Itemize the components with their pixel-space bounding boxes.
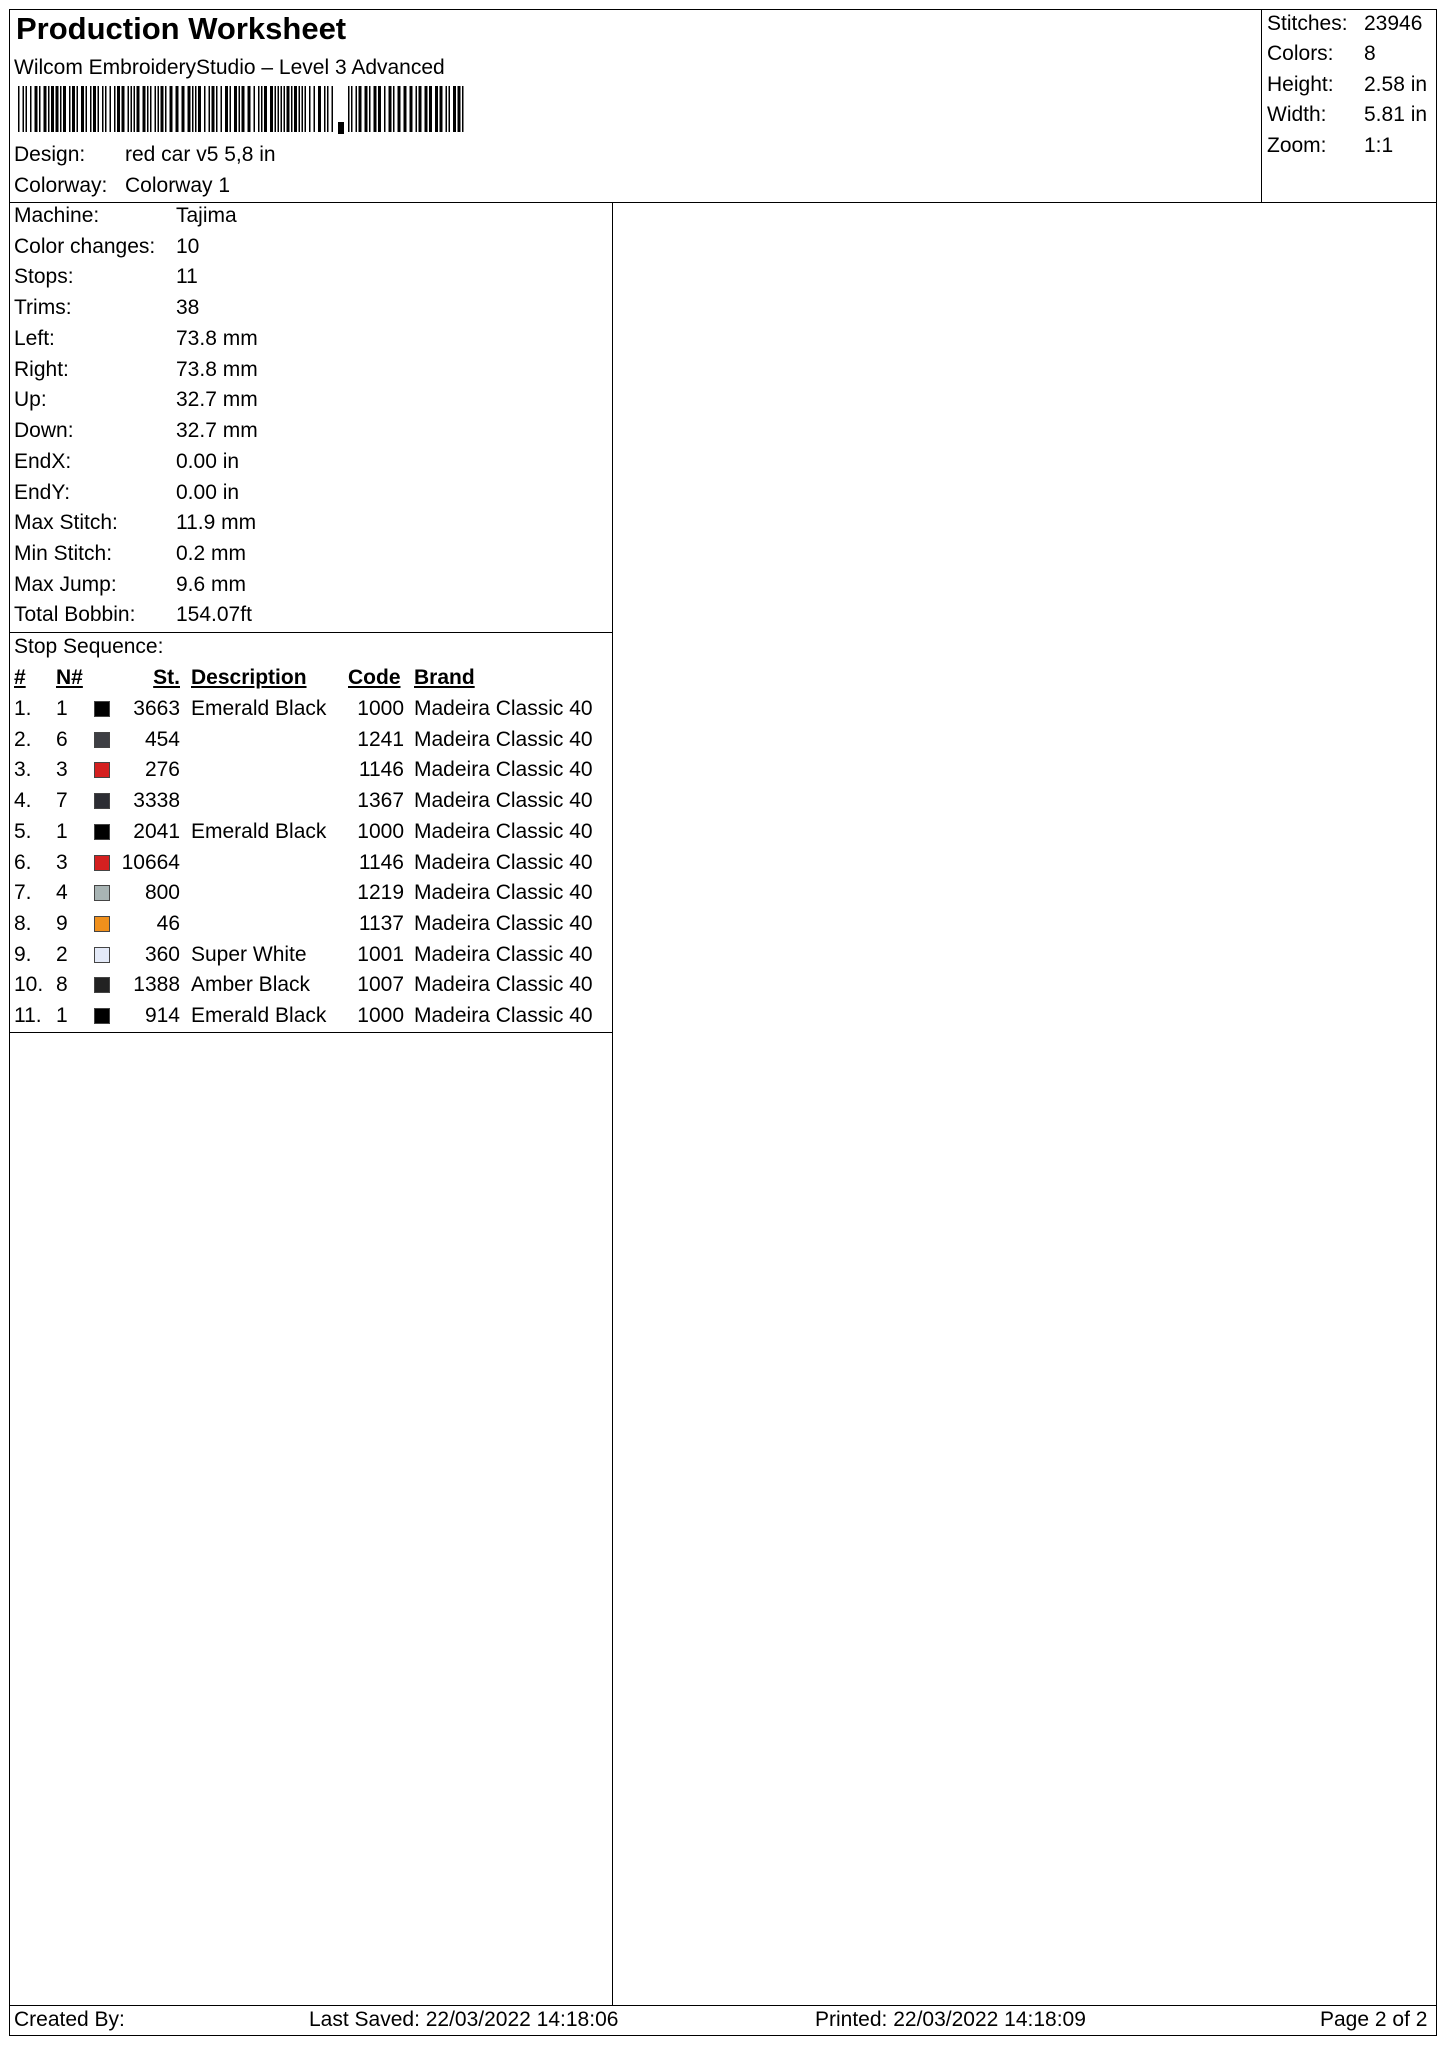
barcode-bar (90, 86, 92, 132)
barcode-bar (374, 86, 377, 132)
info-value: 73.8 mm (176, 327, 258, 350)
row-stitches: 46 (156, 912, 180, 935)
barcode-bar (294, 86, 297, 132)
row-num: 9. (14, 943, 32, 966)
barcode-bar (453, 86, 456, 132)
barcode-bar (150, 86, 152, 132)
barcode-bar (225, 86, 228, 132)
info-value: 0.2 mm (176, 542, 247, 565)
barcode-bar (44, 86, 47, 132)
thread-color-swatch (94, 701, 110, 717)
thread-color-swatch (94, 947, 110, 963)
thread-color-swatch (94, 1008, 110, 1024)
barcode-bar (309, 86, 311, 132)
barcode-bar (131, 86, 133, 132)
thread-color-swatch (94, 855, 110, 871)
barcode-bar (305, 86, 307, 132)
info-label: Min Stitch: (14, 542, 113, 565)
info-label: Machine: (14, 204, 100, 227)
barcode-bar (435, 86, 438, 132)
barcode-bar (242, 86, 245, 132)
stop-sequence-title: Stop Sequence: (14, 635, 164, 658)
footer-created-by: Created By: (14, 2008, 125, 2031)
row-description: Amber Black (191, 973, 311, 996)
info-value: 11.9 mm (176, 511, 257, 534)
barcode-bar (182, 86, 185, 132)
info-label: Left: (14, 327, 55, 350)
row-description: Emerald Black (191, 697, 327, 720)
info-label: Down: (14, 419, 74, 442)
barcode-bar (254, 86, 256, 132)
col-header-num: # (14, 666, 26, 689)
row-num: 1. (14, 697, 32, 720)
barcode-bar (302, 86, 304, 132)
barcode-bar (18, 86, 20, 132)
info-label: EndX: (14, 450, 72, 473)
barcode-bar (216, 86, 218, 132)
row-stitches: 2041 (133, 820, 180, 843)
row-num: 7. (14, 881, 32, 904)
barcode-bar (86, 86, 88, 132)
row-description: Super White (191, 943, 307, 966)
barcode-bar (462, 86, 464, 132)
stop-sequence-divider (9, 1032, 613, 1033)
row-brand: Madeira Classic 40 (414, 973, 593, 996)
barcode-bar (369, 86, 371, 132)
barcode-bar (258, 86, 260, 132)
info-label: Total Bobbin: (14, 603, 136, 626)
row-brand: Madeira Classic 40 (414, 1004, 593, 1027)
software-name: Wilcom EmbroideryStudio – Level 3 Advanced (14, 56, 445, 79)
barcode-bar (35, 86, 38, 132)
barcode-graphic (18, 86, 468, 136)
barcode-bar (384, 86, 386, 132)
row-brand: Madeira Classic 40 (414, 789, 593, 812)
barcode-bar (318, 86, 321, 132)
barcode-bar (348, 86, 350, 132)
barcode-bar (30, 86, 32, 132)
row-stitches: 1388 (133, 973, 180, 996)
summary-value: 8 (1364, 42, 1376, 65)
barcode-bar (425, 86, 428, 132)
barcode-bar (158, 86, 160, 132)
col-header-brand: Brand (414, 666, 475, 689)
info-label: Color changes: (14, 235, 156, 258)
row-num: 8. (14, 912, 32, 935)
info-value: 0.00 in (176, 481, 240, 504)
summary-value: 1:1 (1364, 134, 1394, 157)
thread-color-swatch (94, 732, 110, 748)
row-code: 1007 (357, 973, 404, 996)
barcode-separator (338, 122, 344, 134)
barcode-bar (404, 86, 407, 132)
barcode-bar (143, 86, 146, 132)
machine-info-divider (9, 632, 613, 633)
barcode-bar (359, 86, 362, 132)
barcode-bar (270, 86, 273, 132)
row-stitches: 800 (144, 881, 180, 904)
barcode-bar (356, 86, 358, 132)
barcode-bar (261, 86, 263, 132)
col-header-code: Code (348, 666, 401, 689)
barcode-bar (209, 86, 211, 132)
info-label: Max Jump: (14, 573, 117, 596)
barcode-bar (39, 86, 41, 132)
row-stitches: 454 (144, 728, 180, 751)
row-code: 1146 (358, 851, 404, 874)
barcode-bar (327, 86, 329, 132)
info-value: 11 (176, 265, 198, 288)
row-num: 5. (14, 820, 32, 843)
barcode-bar (281, 86, 283, 132)
info-label: Max Stitch: (14, 511, 118, 534)
row-num: 2. (14, 728, 32, 751)
row-num: 4. (14, 789, 32, 812)
row-code: 1367 (357, 789, 404, 812)
barcode-bar (416, 86, 418, 132)
summary-value: 23946 (1364, 12, 1423, 35)
barcode-bar (378, 86, 381, 132)
row-code: 1001 (357, 943, 404, 966)
info-label: EndY: (14, 481, 71, 504)
info-value: 38 (176, 296, 200, 319)
barcode-bar (60, 86, 62, 132)
summary-value: 5.81 in (1364, 103, 1428, 126)
row-code: 1000 (357, 697, 404, 720)
info-value: 32.7 mm (176, 388, 258, 411)
thread-color-swatch (94, 885, 110, 901)
footer-printed: Printed: 22/03/2022 14:18:09 (815, 2008, 1086, 2031)
info-label: Up: (14, 388, 47, 411)
row-num: 6. (14, 851, 32, 874)
barcode-bar (195, 86, 197, 132)
design-label: Design: (14, 143, 86, 166)
barcode-bar (419, 86, 422, 132)
thread-color-swatch (94, 916, 110, 932)
barcode-bar (284, 86, 286, 132)
barcode-bar (72, 86, 75, 132)
info-value: 0.00 in (176, 450, 240, 473)
row-brand: Madeira Classic 40 (414, 820, 593, 843)
barcode-bar (314, 86, 316, 132)
panel-divider (612, 202, 613, 2005)
barcode-bar (389, 86, 392, 132)
info-value: 9.6 mm (176, 573, 247, 596)
barcode-bar (332, 86, 334, 132)
row-stitches: 10664 (121, 851, 180, 874)
summary-label: Zoom: (1267, 134, 1327, 157)
info-value: 154.07ft (176, 603, 252, 626)
barcode-bar (105, 86, 107, 132)
row-needle: 4 (56, 881, 68, 904)
barcode-bar (234, 86, 237, 132)
barcode-bar (239, 86, 241, 132)
design-value: red car v5 5,8 in (125, 143, 276, 166)
row-num: 11. (14, 1004, 42, 1027)
row-needle: 1 (56, 820, 68, 843)
barcode-bar (147, 86, 149, 132)
barcode-bar (449, 86, 451, 132)
barcode-bar (264, 86, 267, 132)
summary-label: Stitches: (1267, 12, 1348, 35)
summary-divider (1261, 9, 1262, 203)
summary-label: Width: (1267, 103, 1327, 126)
info-label: Right: (14, 358, 69, 381)
summary-value: 2.58 in (1364, 73, 1428, 96)
thread-color-swatch (94, 793, 110, 809)
row-needle: 1 (56, 1004, 68, 1027)
row-stitches: 3663 (133, 697, 180, 720)
row-needle: 7 (56, 789, 68, 812)
barcode-bar (161, 86, 164, 132)
row-brand: Madeira Classic 40 (414, 728, 593, 751)
row-code: 1137 (358, 912, 404, 935)
row-needle: 8 (56, 973, 68, 996)
summary-label: Height: (1267, 73, 1334, 96)
row-code: 1241 (357, 728, 404, 751)
header-divider (9, 202, 1437, 203)
barcode-bar (221, 86, 223, 132)
barcode-bar (51, 86, 54, 132)
row-stitches: 276 (144, 758, 180, 781)
row-brand: Madeira Classic 40 (414, 881, 593, 904)
footer-page: Page 2 of 2 (1320, 2008, 1428, 2031)
row-brand: Madeira Classic 40 (414, 912, 593, 935)
row-stitches: 3338 (133, 789, 180, 812)
barcode-bar (287, 86, 290, 132)
thread-color-swatch (94, 762, 110, 778)
barcode-bar (170, 86, 173, 132)
barcode-bar (48, 86, 50, 132)
barcode-bar (165, 86, 167, 132)
row-code: 1000 (357, 1004, 404, 1027)
thread-color-swatch (94, 824, 110, 840)
info-label: Stops: (14, 265, 74, 288)
col-header-stitches: St. (153, 666, 180, 689)
page-title: Production Worksheet (16, 11, 347, 46)
barcode-bar (198, 86, 201, 132)
row-code: 1000 (357, 820, 404, 843)
barcode-bar (275, 86, 277, 132)
footer-divider (9, 2005, 1437, 2006)
barcode-bar (110, 86, 112, 132)
row-description: Emerald Black (191, 1004, 327, 1027)
barcode-bar (137, 86, 140, 132)
row-code: 1146 (358, 758, 404, 781)
barcode-bar (398, 86, 401, 132)
row-brand: Madeira Classic 40 (414, 851, 593, 874)
barcode-bar (192, 86, 194, 132)
row-description: Emerald Black (191, 820, 327, 843)
barcode-bar (299, 86, 301, 132)
thread-color-swatch (94, 977, 110, 993)
barcode-bar (291, 86, 293, 132)
colorway-value: Colorway 1 (125, 174, 231, 197)
barcode-bar (26, 86, 28, 132)
barcode-bar (351, 86, 353, 132)
barcode-bar (23, 86, 25, 132)
col-header-description: Description (191, 666, 307, 689)
barcode-bar (122, 86, 125, 132)
barcode-bar (393, 86, 395, 132)
row-brand: Madeira Classic 40 (414, 697, 593, 720)
barcode-bar (188, 86, 191, 132)
barcode-bar (440, 86, 443, 132)
barcode-bar (278, 86, 280, 132)
row-stitches: 360 (144, 943, 180, 966)
col-header-needle: N# (56, 666, 83, 689)
barcode-bar (176, 86, 179, 132)
barcode-bar (128, 86, 130, 132)
row-needle: 3 (56, 758, 68, 781)
row-needle: 6 (56, 728, 68, 751)
barcode-bar (134, 86, 136, 132)
barcode-bar (102, 86, 104, 132)
barcode-bar (155, 86, 157, 132)
row-needle: 9 (56, 912, 68, 935)
barcode-bar (324, 86, 326, 132)
footer-last-saved: Last Saved: 22/03/2022 14:18:06 (309, 2008, 619, 2031)
barcode-bar (69, 86, 71, 132)
barcode-bar (77, 86, 79, 132)
summary-label: Colors: (1267, 42, 1334, 65)
barcode-bar (117, 86, 120, 132)
barcode-bar (93, 86, 96, 132)
barcode-bar (446, 86, 448, 132)
row-stitches: 914 (144, 1004, 180, 1027)
row-brand: Madeira Classic 40 (414, 758, 593, 781)
row-brand: Madeira Classic 40 (414, 943, 593, 966)
barcode-bar (230, 86, 232, 132)
info-label: Trims: (14, 296, 72, 319)
info-value: Tajima (176, 204, 237, 227)
colorway-label: Colorway: (14, 174, 108, 197)
barcode-bar (410, 86, 413, 132)
row-needle: 3 (56, 851, 68, 874)
barcode-bar (204, 86, 206, 132)
barcode-bar (212, 86, 215, 132)
barcode-bar (114, 86, 116, 132)
info-value: 73.8 mm (176, 358, 258, 381)
barcode-bar (63, 86, 66, 132)
row-num: 10. (14, 973, 44, 996)
barcode-bar (365, 86, 368, 132)
row-code: 1219 (357, 881, 404, 904)
barcode-bar (429, 86, 432, 132)
barcode-bar (458, 86, 461, 132)
row-num: 3. (14, 758, 32, 781)
row-needle: 1 (56, 697, 68, 720)
row-needle: 2 (56, 943, 68, 966)
barcode-bar (56, 86, 59, 132)
barcode-bar (98, 86, 100, 132)
barcode-bar (248, 86, 251, 132)
info-value: 32.7 mm (176, 419, 258, 442)
barcode-bar (81, 86, 84, 132)
info-value: 10 (176, 235, 200, 258)
